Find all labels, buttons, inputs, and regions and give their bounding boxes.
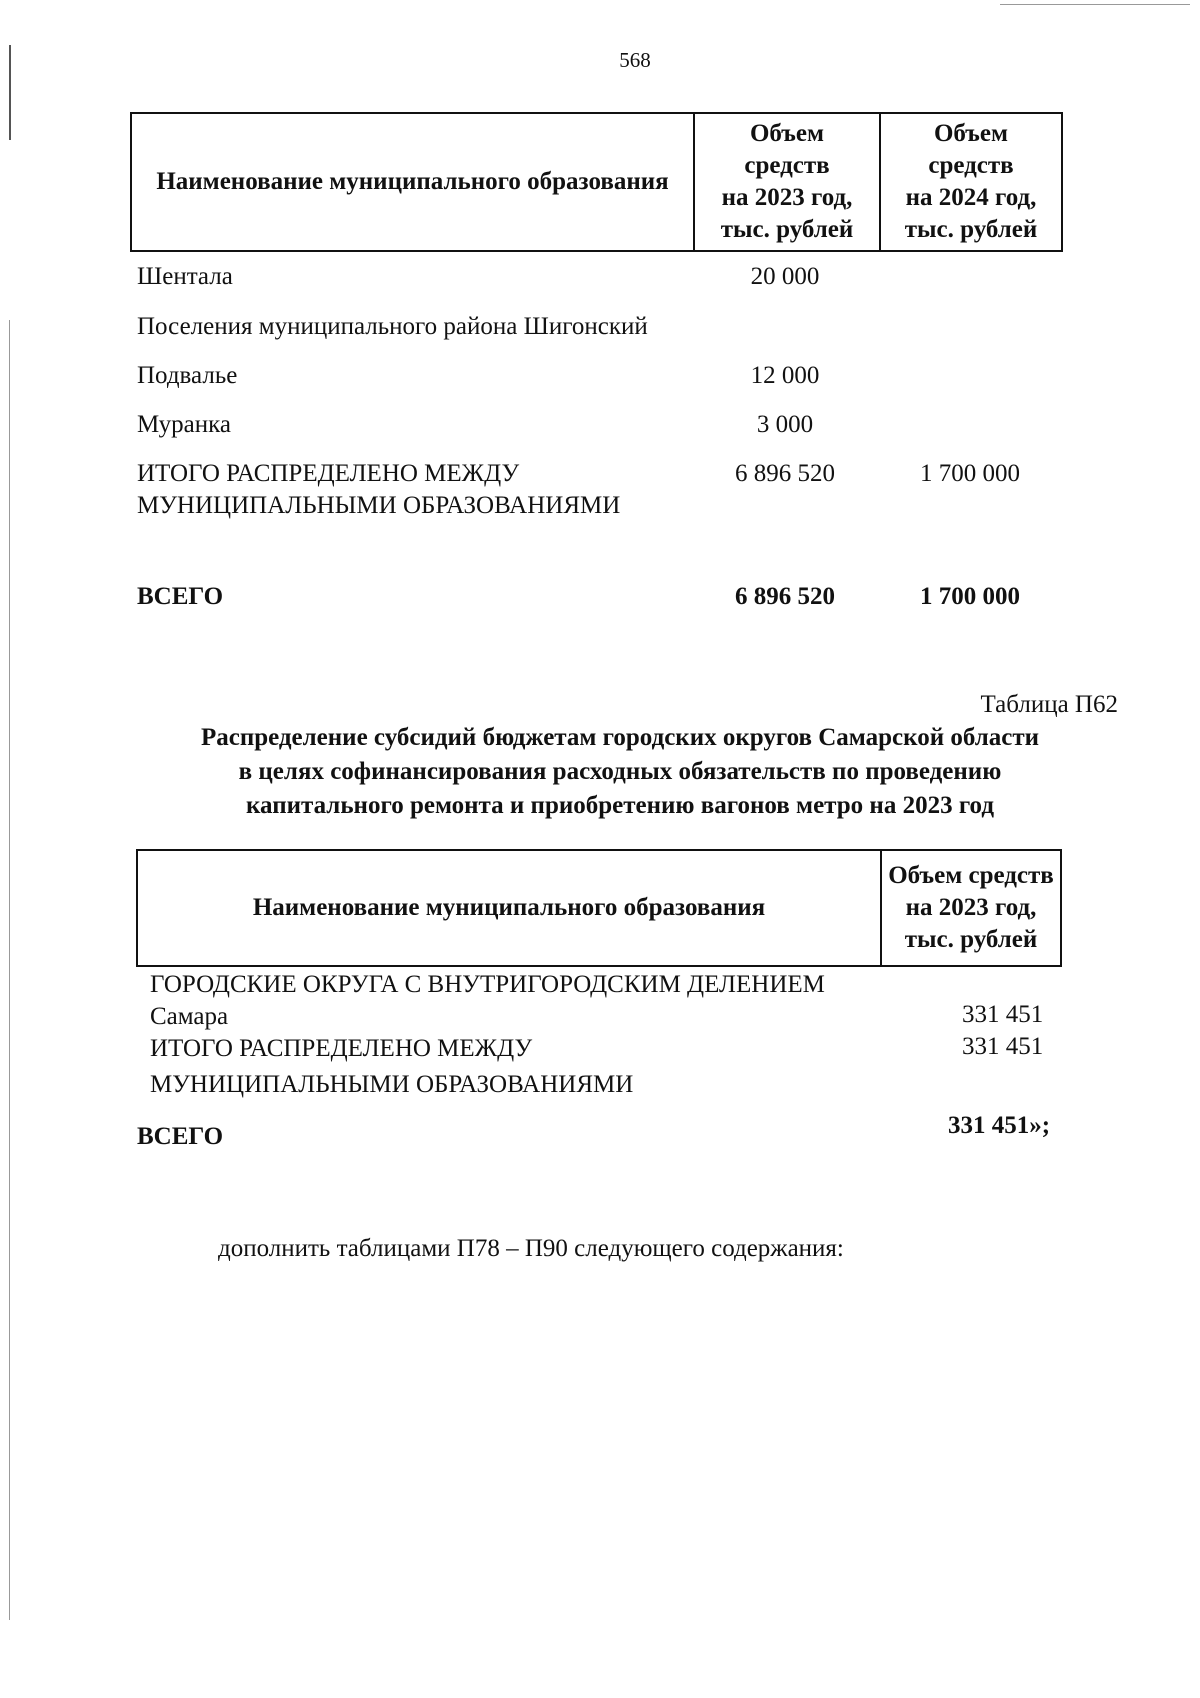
total-label: ВСЕГО (137, 583, 224, 610)
total-value-2024: 1 700 000 (920, 583, 1020, 610)
row-name: Поселения муниципального района Шигонский (137, 313, 648, 340)
table1-header (130, 112, 1063, 252)
row-value-2023: 331 451 (962, 1033, 1044, 1060)
total-label: ВСЕГО (137, 1123, 224, 1150)
total-value-2023: 331 451»; (948, 1112, 1051, 1139)
footer-text: дополнить таблицами П78 – П90 следующего содержания: (218, 1235, 844, 1262)
total-value-2023: 6 896 520 (735, 583, 835, 610)
row-name: Подвалье (137, 362, 238, 389)
row-value-2023: 6 896 520 (735, 460, 835, 487)
group-heading: ГОРОДСКИЕ ОКРУГА С ВНУТРИГОРОДСКИМ ДЕЛЕНИЕМ (150, 971, 825, 998)
table1-header-2024: Объем средств на 2024 год, тыс. рублей (879, 114, 1061, 250)
row-name: Муранка (137, 411, 231, 438)
row-value-2024: 1 700 000 (920, 460, 1020, 487)
row-value-2023: 12 000 (750, 362, 820, 389)
row-value-2023: 331 451 (962, 1001, 1044, 1028)
table-caption: Распределение субсидий бюджетам городских округов Самарской области в целях софинансирования расходных обязательств по проведению капитального ремонта и приобретению вагонов метро на 2023 год (200, 724, 1040, 819)
row-name: Шентала (137, 263, 233, 290)
table1-header-2023: Объем средств на 2023 год, тыс. рублей (693, 114, 879, 250)
table1-header-name: Наименование муниципального образования (156, 168, 669, 195)
row-name: Самара (150, 1003, 229, 1030)
row-name: ИТОГО РАСПРЕДЕЛЕНО МЕЖДУ (150, 1035, 533, 1062)
table2-header (136, 849, 1062, 967)
table2-header-name: Наименование муниципального образования (252, 894, 766, 921)
row-name: МУНИЦИПАЛЬНЫМИ ОБРАЗОВАНИЯМИ (150, 1071, 634, 1098)
page-number: 568 (619, 48, 651, 72)
row-value-2023: 20 000 (750, 263, 820, 290)
row-value-2023: 3 000 (756, 411, 814, 438)
scan-edge-line (1000, 4, 1190, 5)
table-label: Таблица П62 (980, 691, 1118, 718)
scan-margin-line (9, 320, 10, 1620)
row-name: ИТОГО РАСПРЕДЕЛЕНО МЕЖДУ МУНИЦИПАЛЬНЫМИ ОБРАЗОВАНИЯМИ (137, 460, 621, 519)
table2-header-2023: Объем средств на 2023 год, тыс. рублей (880, 851, 1060, 965)
